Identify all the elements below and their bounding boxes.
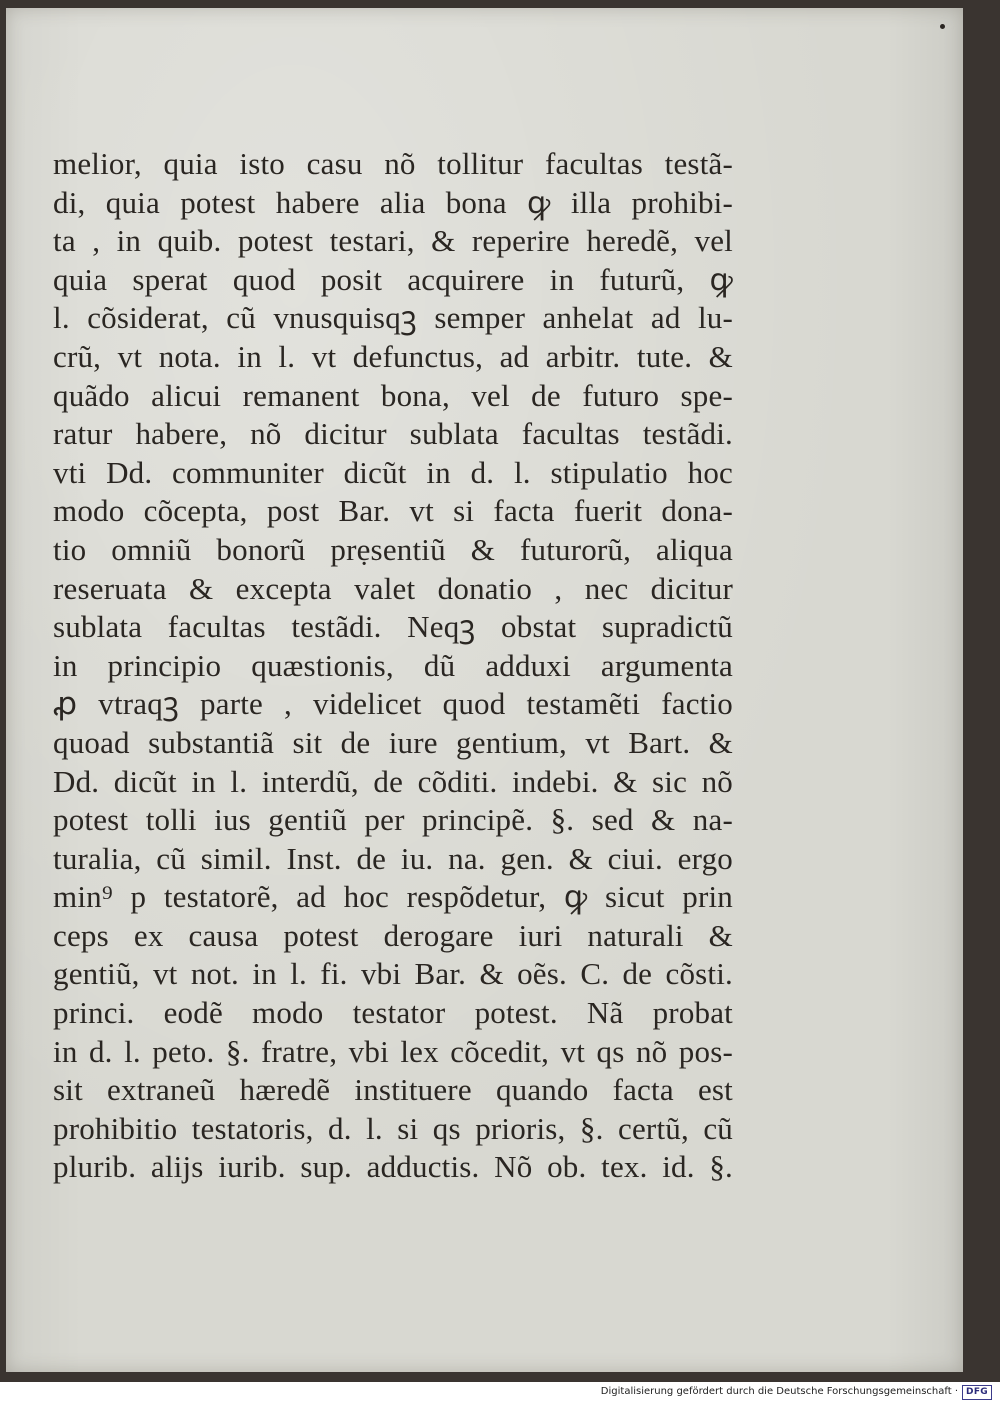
text-line: gentiũ, vt not. in l. fi. vbi Bar. & oẽs. C. de cõsti. [53, 956, 733, 992]
text-line: turalia, cũ simil. Inst. de iu. na. gen. & ciui. ergo [53, 840, 733, 876]
ink-mark [940, 24, 945, 29]
text-line: quoad substantiã sit de iure gentium, vt Bart. & [53, 724, 733, 760]
text-line: reseruata & excepta valet donatio , nec dicitur [53, 570, 733, 606]
text-line: tio omniũ bonorũ prẹsentiũ & futurorũ, aliqua [53, 531, 733, 567]
text-line: melior, quia isto casu nõ tollitur facultas testã- [53, 146, 733, 181]
funding-credit: Digitalisierung gefördert durch die Deutsche Forschungsgemeinschaft · [600, 1386, 958, 1397]
text-line: in principio quæstionis, dũ adduxi argumenta [53, 647, 733, 683]
text-line: sit extraneũ hæredẽ instituere quando facta est [53, 1072, 733, 1108]
text-line: Dd. dicũt in l. interdũ, de cõditi. indebi. & sic nõ [53, 763, 733, 799]
text-line: sublata facultas testãdi. Neqꝫ obstat supradictũ [53, 609, 733, 645]
text-line: princi. eodẽ modo testator potest. Nã probat [53, 995, 733, 1031]
text-line: ta , in quib. potest testari, & reperire heredẽ, vel [53, 223, 733, 259]
text-line: potest tolli ius gentiũ per principẽ. §. sed & na- [53, 802, 733, 838]
book-page [6, 8, 963, 1372]
text-line: min⁹ p testatorẽ, ad hoc respõdetur, ꝙ sicut prin [53, 879, 733, 915]
text-line: vti Dd. communiter dicũt in d. l. stipulatio hoc [53, 454, 733, 490]
text-line: modo cõcepta, post Bar. vt si facta fuerit dona- [53, 493, 733, 529]
text-line: l. cõsiderat, cũ vnusquisqꝫ semper anhelat ad lu- [53, 300, 733, 336]
text-line: quia sperat quod posit acquirere in futurũ, ꝙ [53, 261, 733, 297]
text-line: ꝓ vtraqꝫ parte , videlicet quod testamẽti factio [53, 686, 733, 722]
text-line: prohibitio testatoris, d. l. si qs prioris, §. certũ, cũ [53, 1110, 733, 1146]
text-block [53, 145, 733, 1187]
text-line: in d. l. peto. §. fratre, vbi lex cõcedit, vt qs nõ pos- [53, 1033, 733, 1069]
dfg-logo: DFG [962, 1385, 992, 1400]
text-line: ceps ex causa potest derogare iuri naturali & [53, 917, 733, 953]
text-line: quãdo alicui remanent bona, vel de futuro spe- [53, 377, 733, 413]
text-line: di, quia potest habere alia bona ꝙ illa prohibi- [53, 184, 733, 220]
text-line: ratur habere, nõ dicitur sublata facultas testãdi. [53, 416, 733, 452]
text-line: plurib. alijs iurib. sup. adductis. Nõ ob. tex. id. §. [53, 1149, 733, 1185]
text-line: crũ, vt nota. in l. vt defunctus, ad arbitr. tute. & [53, 338, 733, 374]
